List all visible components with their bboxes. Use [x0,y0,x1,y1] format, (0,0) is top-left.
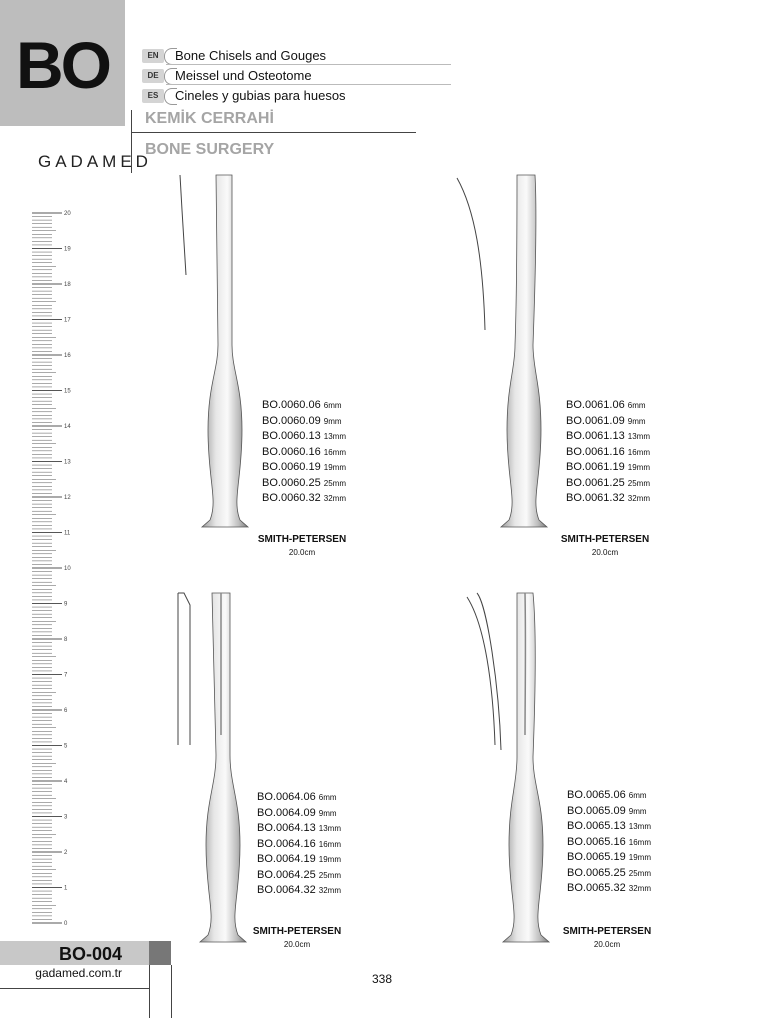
ruler-label: 11 [64,530,71,537]
product-code: BO.0061.25 [566,476,625,489]
product-size: 32mm [318,886,342,895]
brand-logo: GADAMED [38,152,152,171]
ruler-label: 8 [64,637,68,643]
ruler-ticks [32,213,62,923]
gouge-straight-illustration [170,585,270,950]
product-code-row [262,429,346,445]
section-code: BO [16,28,109,102]
product-code: BO.0065.09 [567,804,626,817]
product-code-row [566,460,650,476]
product-size: 32mm [323,494,347,503]
ruler-label: 2 [64,850,68,856]
product-code: BO.0064.25 [257,868,316,881]
product-name: SMITH-PETERSEN [562,926,652,937]
product-code-row [567,819,651,835]
product-code-row [566,414,650,430]
product-size: 16mm [628,837,652,847]
product-size: 13mm [323,432,347,441]
ruler-label: 13 [64,459,71,466]
product-size: 19mm [628,853,652,862]
product-code: BO.0061.06 [566,399,625,411]
product-size: 9mm [318,808,337,818]
ruler-label: 0 [64,921,68,927]
product-size: 25mm [318,870,342,880]
product-code: BO.0065.13 [567,820,626,832]
product-size: 32mm [628,884,652,893]
language-tag: DE [142,69,164,83]
ruler-label: 14 [64,424,71,430]
product-code: BO.0064.06 [257,791,316,803]
ruler-label: 12 [64,495,71,501]
ruler-label: 17 [64,317,71,324]
footer-divider [171,965,172,1018]
product-size: 6mm [323,401,342,410]
footer-divider [149,965,150,1018]
product-code-row [567,866,651,882]
product-length: 20.0cm [288,548,316,557]
product-code: BO.0061.16 [566,445,625,458]
ruler-label: 16 [64,353,71,359]
product-size: 9mm [627,416,646,426]
product-size: 6mm [627,401,646,410]
product-size: 13mm [318,824,342,833]
product-code: BO.0065.16 [567,835,626,848]
underline [166,64,451,65]
product-code-list-4 [567,788,651,897]
product-code: BO.0061.19 [566,461,625,473]
product-code: BO.0061.32 [566,492,625,504]
ruler-label: 3 [64,814,68,821]
product-code: BO.0060.25 [262,476,321,489]
language-title: Bone Chisels and Gouges [175,48,327,63]
footer-accent-box [149,941,171,965]
header-divider-horizontal [131,132,416,133]
ruler [30,205,80,930]
chisel-straight-illustration [170,170,270,535]
product-code: BO.0064.32 [257,884,316,896]
product-code: BO.0064.13 [257,822,316,834]
product-code-row [262,398,346,414]
product-code-row [262,460,346,476]
product-code-row [566,491,650,507]
product-code: BO.0061.13 [566,430,625,442]
product-code: BO.0060.16 [262,445,321,458]
product-code: BO.0064.09 [257,806,316,819]
product-code: BO.0060.19 [262,461,321,473]
ruler-label: 20 [64,211,71,217]
category-title-tr: KEMİK CERRAHİ [145,110,274,127]
footer-website-link[interactable]: gadamed.com.tr [35,966,122,980]
ruler-label: 1 [64,885,68,892]
product-size: 19mm [318,855,342,864]
product-code-row [566,429,650,445]
page-number: 338 [372,972,393,986]
product-code-row [262,476,346,492]
product-code-row [567,788,651,804]
product-code: BO.0065.19 [567,851,626,863]
product-size: 6mm [318,793,337,802]
product-code: BO.0064.16 [257,837,316,850]
ruler-label: 7 [64,672,68,679]
product-code-row [257,806,341,822]
ruler-label: 15 [64,388,71,395]
product-code-row [257,821,341,837]
product-code: BO.0065.25 [567,866,626,879]
product-code: BO.0060.32 [262,492,321,504]
ruler-labels [64,211,71,927]
product-size: 16mm [323,447,347,457]
product-size: 13mm [628,822,652,831]
product-size: 32mm [627,494,651,503]
language-title: Meissel und Osteotome [175,68,312,83]
product-length: 20.0cm [593,940,621,949]
product-code-row [566,476,650,492]
product-code: BO.0060.13 [262,430,321,442]
product-size: 13mm [627,432,651,441]
product-name: SMITH-PETERSEN [560,534,650,545]
ruler-label: 9 [64,601,68,608]
underline [166,84,451,85]
ruler-label: 4 [64,779,68,785]
product-name: SMITH-PETERSEN [257,534,347,545]
product-code-row [566,445,650,461]
product-size: 25mm [628,868,652,878]
footer-divider [0,988,149,989]
product-code-row [262,414,346,430]
product-code-row [567,850,651,866]
gouge-curved-illustration [455,585,575,950]
language-tag: ES [142,89,164,103]
product-code: BO.0061.09 [566,414,625,427]
product-size: 9mm [323,416,342,426]
product-length: 20.0cm [283,940,311,949]
product-size: 25mm [627,478,651,488]
product-code-row [257,868,341,884]
product-code-row [257,790,341,806]
product-size: 19mm [323,463,347,472]
product-code: BO.0065.32 [567,882,626,894]
product-code-row [567,804,651,820]
language-tag: EN [142,49,164,63]
product-size: 16mm [318,839,342,849]
product-size: 19mm [627,463,651,472]
language-title: Cineles y gubias para huesos [175,88,346,103]
ruler-label: 10 [64,566,71,572]
ruler-label: 5 [64,743,68,750]
product-length: 20.0cm [591,548,619,557]
product-code-list-1 [262,398,346,507]
footer-page-code: BO-004 [58,944,122,964]
product-size: 25mm [323,478,347,488]
product-code-row [257,883,341,899]
product-code-list-3 [257,790,341,899]
product-code: BO.0065.06 [567,789,626,801]
product-code: BO.0064.19 [257,853,316,865]
product-code-row [566,398,650,414]
product-code-list-2 [566,398,650,507]
category-title-en: BONE SURGERY [145,141,275,158]
product-code-row [257,837,341,853]
product-code-row [567,835,651,851]
product-code: BO.0060.06 [262,399,321,411]
product-code-row [257,852,341,868]
product-code-row [262,445,346,461]
product-code-row [567,881,651,897]
product-size: 9mm [628,806,647,816]
product-code: BO.0060.09 [262,414,321,427]
product-name: SMITH-PETERSEN [252,926,342,937]
product-size: 16mm [627,447,651,457]
ruler-label: 6 [64,708,68,714]
ruler-label: 18 [64,282,71,288]
product-size: 6mm [628,791,647,800]
ruler-label: 19 [64,246,71,253]
chisel-curved-illustration [455,170,575,535]
product-code-row [262,491,346,507]
